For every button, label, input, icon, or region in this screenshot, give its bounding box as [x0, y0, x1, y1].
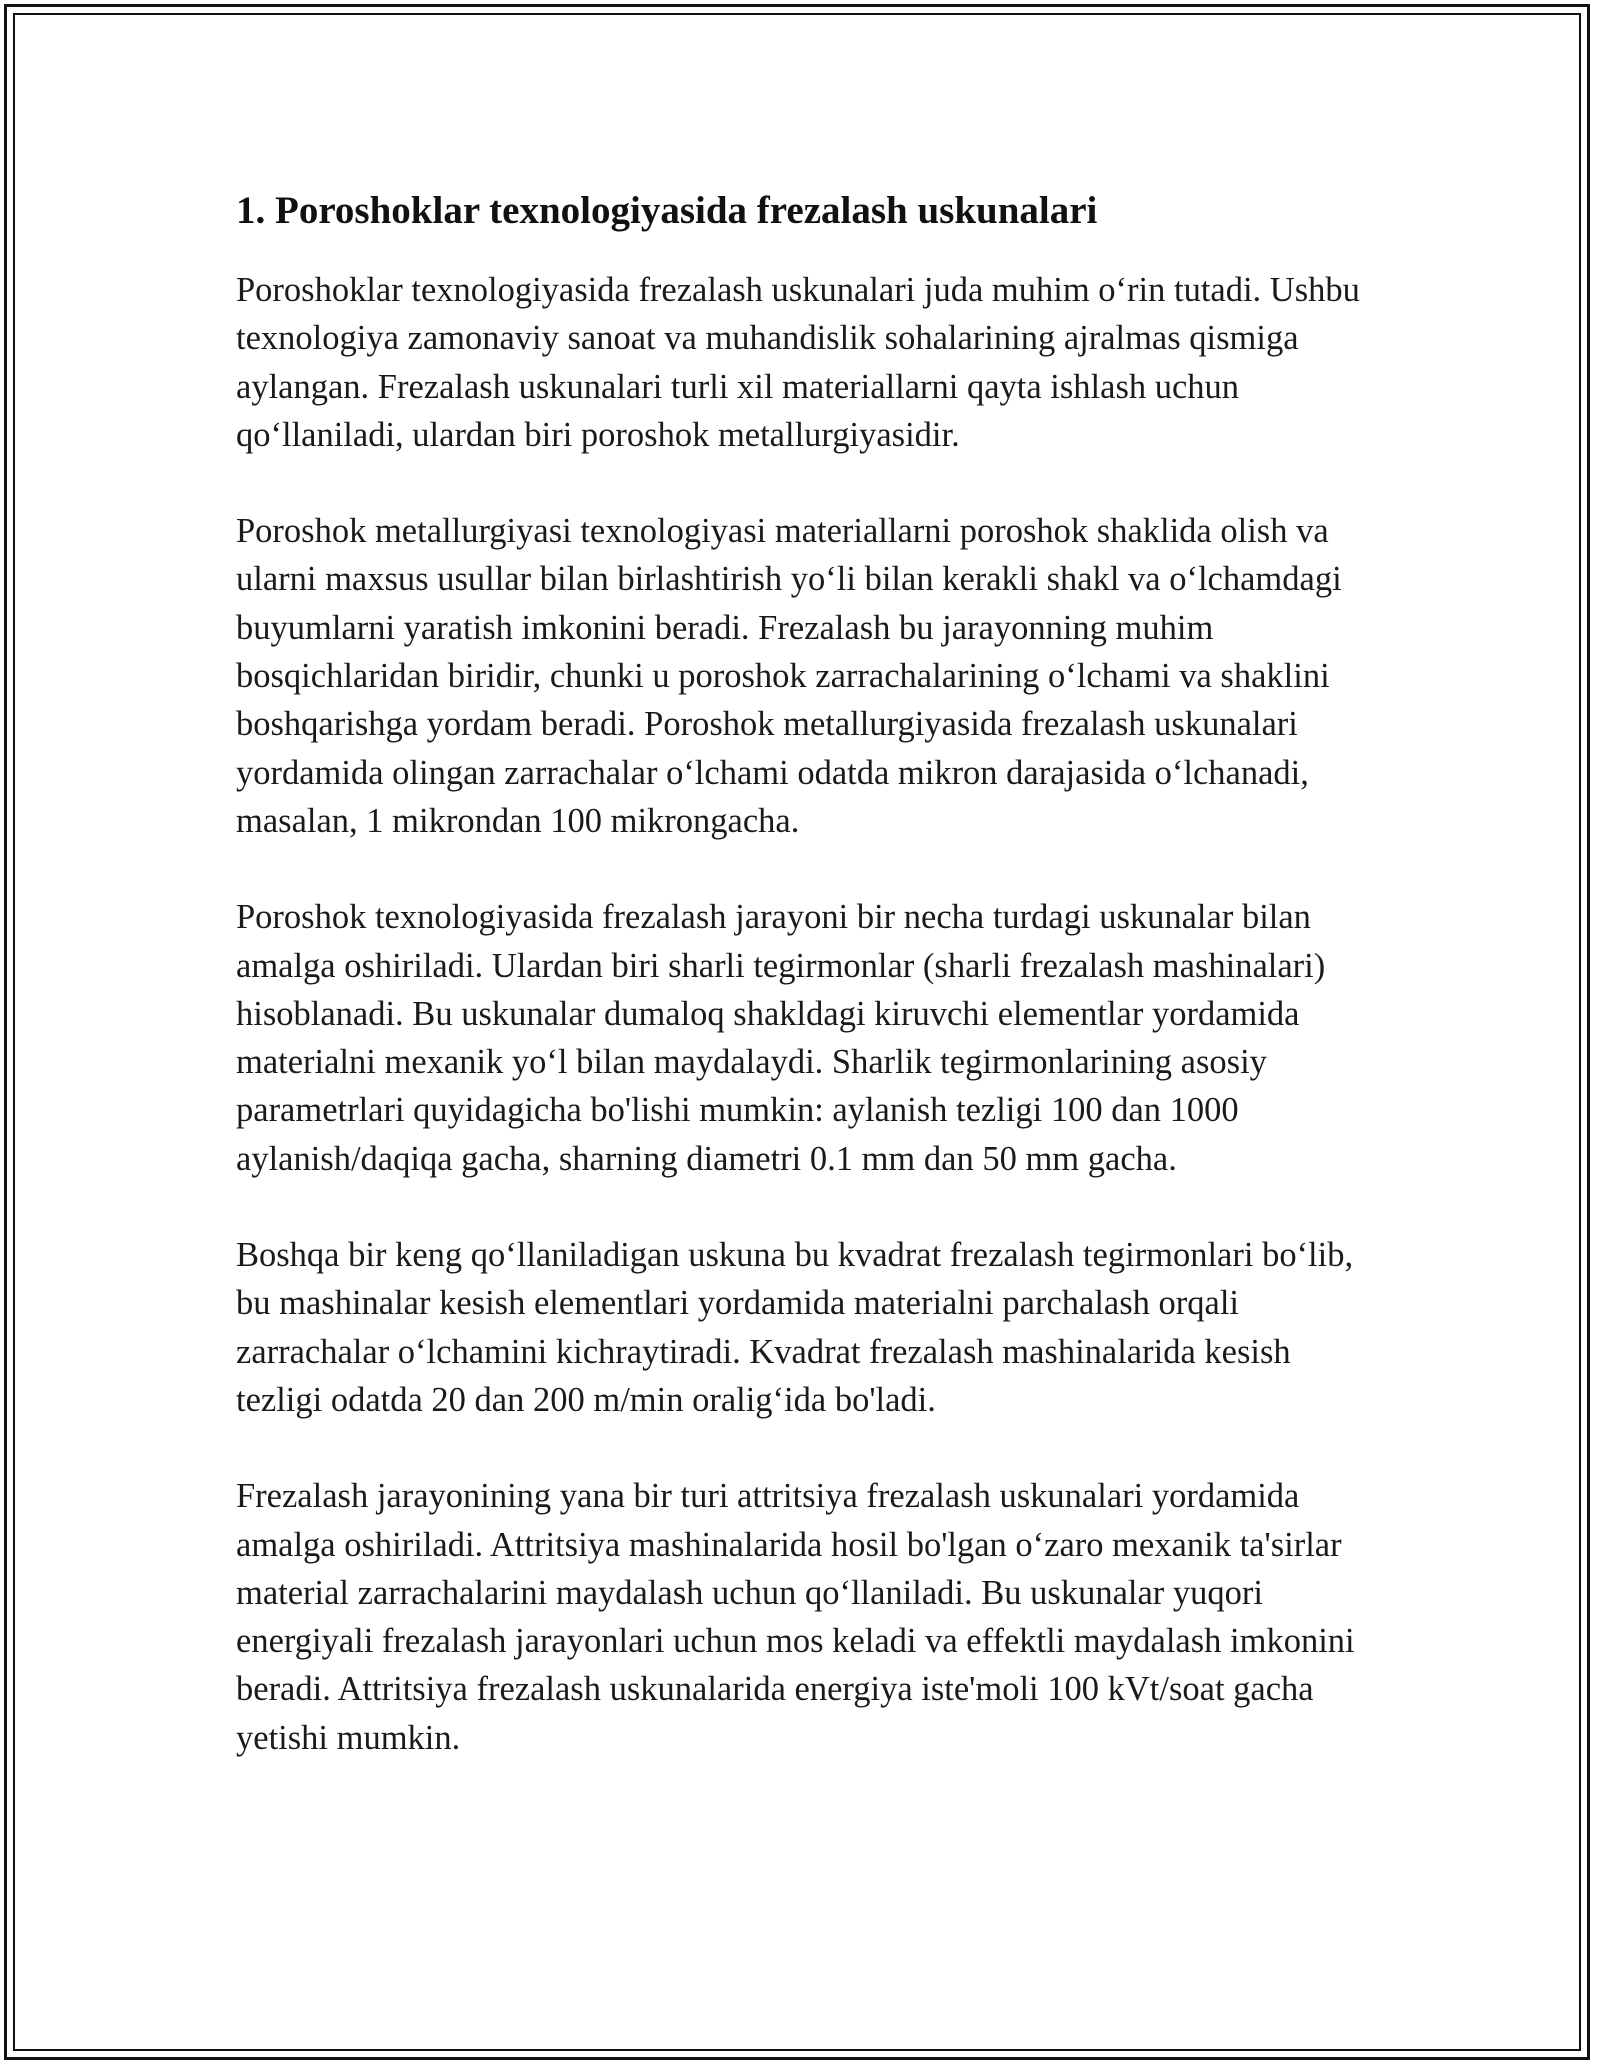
paragraph-2: Poroshok metallurgiyasi texnologiyasi materiallarni poroshok shaklida olish va ularni maxsus usullar bilan birlashtirish yo‘li bilan kerakli shakl va o‘lchamdagi buyumlarni yaratish imkonini beradi. Frezalash bu jarayonning muhim bosqichlaridan biridir, chunki u poroshok zarrachalarining o‘lchami va shaklini boshqarishga yordam beradi. Poroshok metallurgiyasida frezalash uskunalari yordamida olingan zarrachalar o‘lchami odatda mikron darajasida o‘lchanadi, masalan, 1 mikrondan 100 mikrongacha. — [236, 512, 1342, 840]
paragraph-3: Poroshok texnologiyasida frezalash jarayoni bir necha turdagi uskunalar bilan amalga oshiriladi. Ulardan biri sharli tegirmonlar (sharli frezalash mashinalari) hisoblanadi. Bu uskunalar dumaloq shakldagi kiruvchi elementlar yordamida materialni mexanik yo‘l bilan maydalaydi. Sharlik tegirmonlarining asosiy parametrlari quyidagicha bo'lishi mumkin: aylanish tezligi 100 dan 1000 aylanish/daqiqa gacha, sharning diametri 0.1 mm dan 50 mm gacha. — [236, 898, 1326, 1178]
section-heading: 1. Poroshoklar texnologiyasida frezalash uskunalari — [236, 189, 1098, 232]
paragraph-4: Boshqa bir keng qo‘llaniladigan uskuna bu kvadrat frezalash tegirmonlari bo‘lib, bu mashinalar kesish elementlari yordamida materialni parchalash orqali zarrachalar o‘lchamini kichraytiradi. Kvadrat frezalash mashinalarida kesish tezligi odatda 20 dan 200 m/min oralig‘ida bo'ladi. — [236, 1236, 1354, 1419]
paragraph-1: Poroshoklar texnologiyasida frezalash uskunalari juda muhim o‘rin tutadi. Ushbu texnologiya zamonaviy sanoat va muhandislik sohalarining ajralmas qismiga aylangan. Frezalash uskunalari turli xil materiallarni qayta ishlash uchun qo‘llaniladi, ulardan biri poroshok metallurgiyasidir. — [236, 271, 1360, 454]
document-body — [236, 186, 1376, 1810]
paragraph-5: Frezalash jarayonining yana bir turi attritsiya frezalash uskunalari yordamida amalga oshiriladi. Attritsiya mashinalarida hosil bo'lgan o‘zaro mexanik ta'sirlar material zarrachalarini maydalash uchun qo‘llaniladi. Bu uskunalar yuqori energiyali frezalash jarayonlari uchun mos keladi va effektli maydalash imkonini beradi. Attritsiya frezalash uskunalarida energiya iste'moli 100 kVt/soat gacha yetishi mumkin. — [236, 1477, 1355, 1757]
